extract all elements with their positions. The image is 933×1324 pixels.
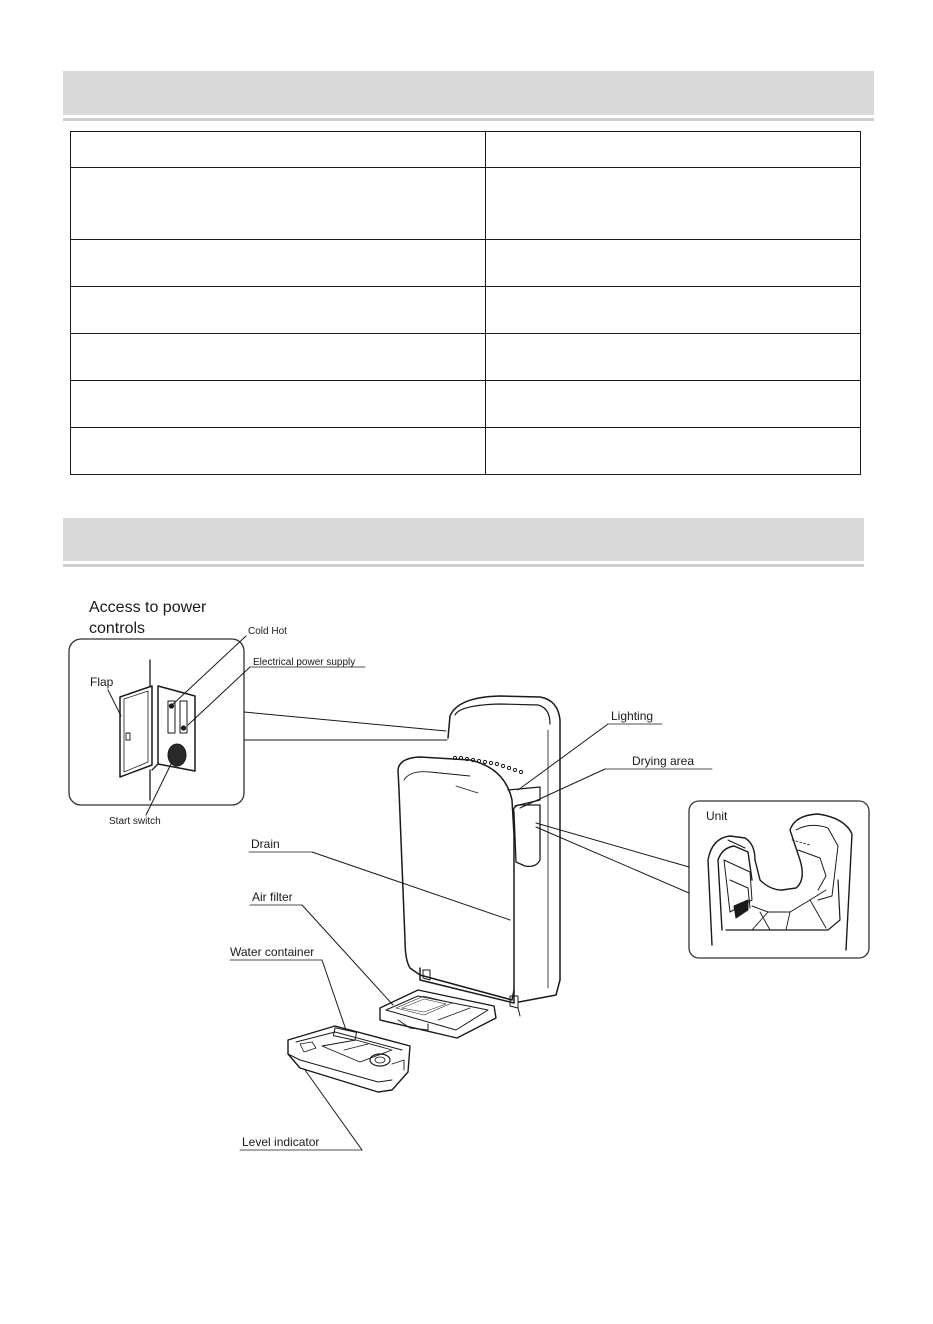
hand-dryer-unit <box>398 696 560 1016</box>
table-cell <box>71 168 486 240</box>
table-cell <box>71 381 486 428</box>
label-electrical-power-supply: Electrical power supply <box>253 657 356 668</box>
section-divider-2 <box>63 564 864 567</box>
section-divider-1 <box>63 118 874 121</box>
table-row <box>71 168 861 240</box>
unit-inset-frame <box>689 801 869 958</box>
water-container <box>288 1026 410 1092</box>
table-row <box>71 240 861 287</box>
table-row <box>71 334 861 381</box>
table-row <box>71 381 861 428</box>
table-cell <box>486 240 861 287</box>
table-cell <box>71 287 486 334</box>
air-filter-tray <box>380 990 496 1038</box>
label-unit: Unit <box>706 809 728 823</box>
label-start-switch: Start switch <box>109 816 161 827</box>
label-level-indicator: Level indicator <box>242 1135 320 1149</box>
label-cold-hot: Cold Hot <box>248 626 287 637</box>
label-flap: Flap <box>90 675 114 689</box>
table-cell <box>486 132 861 168</box>
inset-title-line2: controls <box>89 620 146 637</box>
label-water-container: Water container <box>230 945 315 959</box>
section-header-bar-2 <box>63 518 864 561</box>
table-row <box>71 132 861 168</box>
power-panel-illustration <box>120 660 195 800</box>
table-row <box>71 428 861 475</box>
table-cell <box>486 168 861 240</box>
table-cell <box>71 132 486 168</box>
table-cell <box>71 240 486 287</box>
table-cell <box>71 334 486 381</box>
table-cell <box>486 287 861 334</box>
spec-table <box>70 131 861 475</box>
unit-closeup-illustration <box>708 814 852 950</box>
section-header-bar-1 <box>63 71 874 115</box>
power-controls-inset-frame <box>69 639 244 805</box>
table-cell <box>71 428 486 475</box>
label-drain: Drain <box>251 837 280 851</box>
table-cell <box>486 334 861 381</box>
label-air-filter: Air filter <box>252 890 293 904</box>
label-lighting: Lighting <box>611 709 654 723</box>
table-row <box>71 287 861 334</box>
table-cell <box>486 428 861 475</box>
label-drying-area: Drying area <box>632 754 695 768</box>
table-cell <box>486 381 861 428</box>
inset-title-line1: Access to power <box>89 599 207 616</box>
hand-dryer-diagram <box>0 570 933 1170</box>
